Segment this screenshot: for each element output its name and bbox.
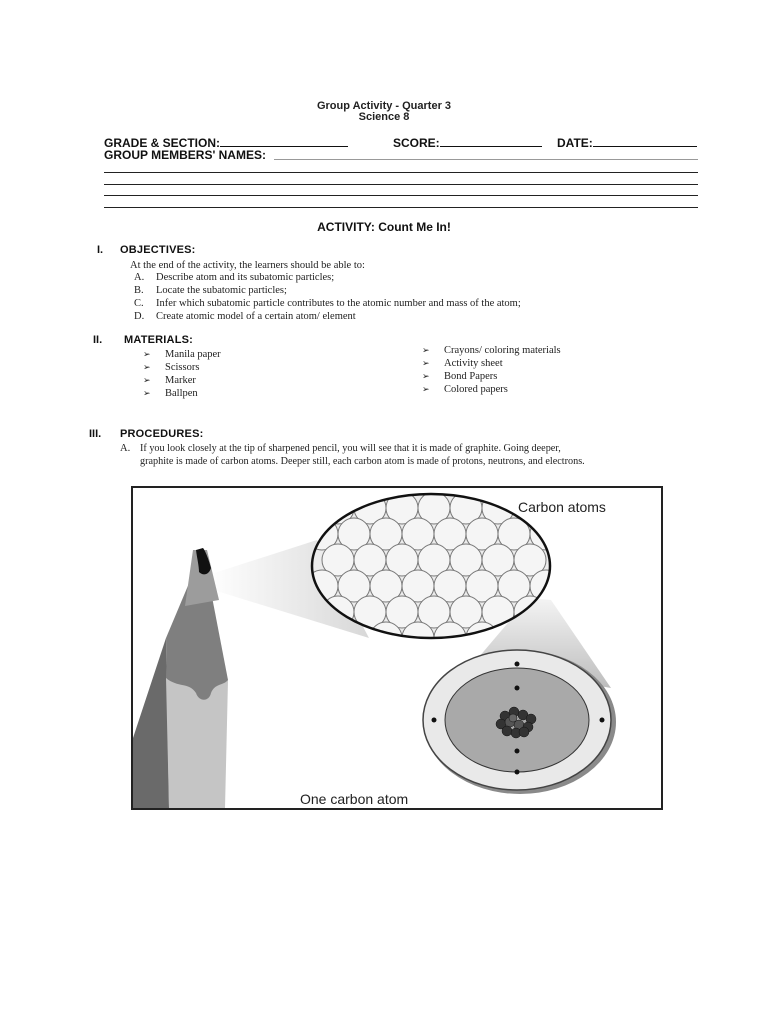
materials-heading: MATERIALS:: [124, 334, 194, 346]
material-item: ➢ Crayons/ coloring materials: [422, 345, 561, 356]
one-carbon-atom-label: One carbon atom: [300, 791, 409, 807]
score-field[interactable]: [393, 136, 542, 150]
group-members-label: GROUP MEMBERS' NAMES:: [104, 148, 266, 162]
score-blank[interactable]: [440, 136, 542, 147]
material-item: ➢ Colored papers: [422, 384, 508, 395]
material-item: ➢ Marker: [143, 375, 196, 386]
pencil-icon: [133, 548, 228, 808]
procedure-letter: A.: [120, 443, 131, 454]
material-item: ➢ Ballpen: [143, 388, 198, 399]
objectives-intro: At the end of the activity, the learners should be able to:: [130, 260, 365, 271]
members-blank-line[interactable]: [104, 184, 698, 185]
members-blank-line[interactable]: [104, 207, 698, 208]
carbon-atom-model: [423, 650, 616, 794]
objectives-heading: OBJECTIVES:: [120, 244, 196, 256]
document-title: Group Activity - Quarter 3: [316, 100, 452, 112]
arrow-bullet-icon: ➢: [143, 350, 151, 360]
arrow-bullet-icon: ➢: [422, 346, 430, 356]
date-blank[interactable]: [593, 136, 697, 147]
grade-section-label: GRADE & SECTION:: [104, 136, 221, 150]
members-blank-line[interactable]: [104, 172, 698, 173]
arrow-bullet-icon: ➢: [143, 363, 151, 373]
procedures-heading: PROCEDURES:: [120, 428, 204, 440]
date-label: DATE:: [557, 136, 593, 150]
objective-item: D. Create atomic model of a certain atom/ element: [134, 311, 356, 322]
objective-item: C. Infer which subatomic particle contributes to the atomic number and mass of the atom;: [134, 298, 521, 309]
document-subtitle: Science 8: [358, 111, 410, 123]
material-item: ➢ Bond Papers: [422, 371, 498, 382]
material-item: ➢ Manila paper: [143, 349, 221, 360]
members-blank-line[interactable]: [274, 159, 698, 160]
grade-section-blank[interactable]: [220, 136, 348, 147]
figure-illustration: [133, 488, 661, 808]
activity-title: ACTIVITY: Count Me In!: [317, 220, 451, 234]
objective-item: A. Describe atom and its subatomic particles;: [134, 272, 335, 283]
carbon-atoms-label: Carbon atoms: [518, 499, 606, 515]
arrow-bullet-icon: ➢: [143, 389, 151, 399]
material-item: ➢ Activity sheet: [422, 358, 503, 369]
members-blank-line[interactable]: [104, 195, 698, 196]
objectives-number: I.: [97, 244, 104, 256]
materials-number: II.: [93, 334, 103, 346]
arrow-bullet-icon: ➢: [422, 372, 430, 382]
procedures-number: III.: [89, 428, 102, 440]
date-field[interactable]: [557, 136, 697, 150]
objective-item: B. Locate the subatomic particles;: [134, 285, 287, 296]
material-item: ➢ Scissors: [143, 362, 200, 373]
arrow-bullet-icon: ➢: [143, 376, 151, 386]
carbon-atom-figure: [131, 486, 663, 810]
arrow-bullet-icon: ➢: [422, 385, 430, 395]
group-members-field[interactable]: [104, 148, 266, 162]
procedure-text-line: If you look closely at the tip of sharpened pencil, you will see that it is made of graphite. Going deeper,: [140, 443, 561, 454]
score-label: SCORE:: [393, 136, 440, 150]
procedure-text-line: graphite is made of carbon atoms. Deeper still, each carbon atom is made of protons, neutrons, and electrons.: [140, 456, 585, 467]
arrow-bullet-icon: ➢: [422, 359, 430, 369]
